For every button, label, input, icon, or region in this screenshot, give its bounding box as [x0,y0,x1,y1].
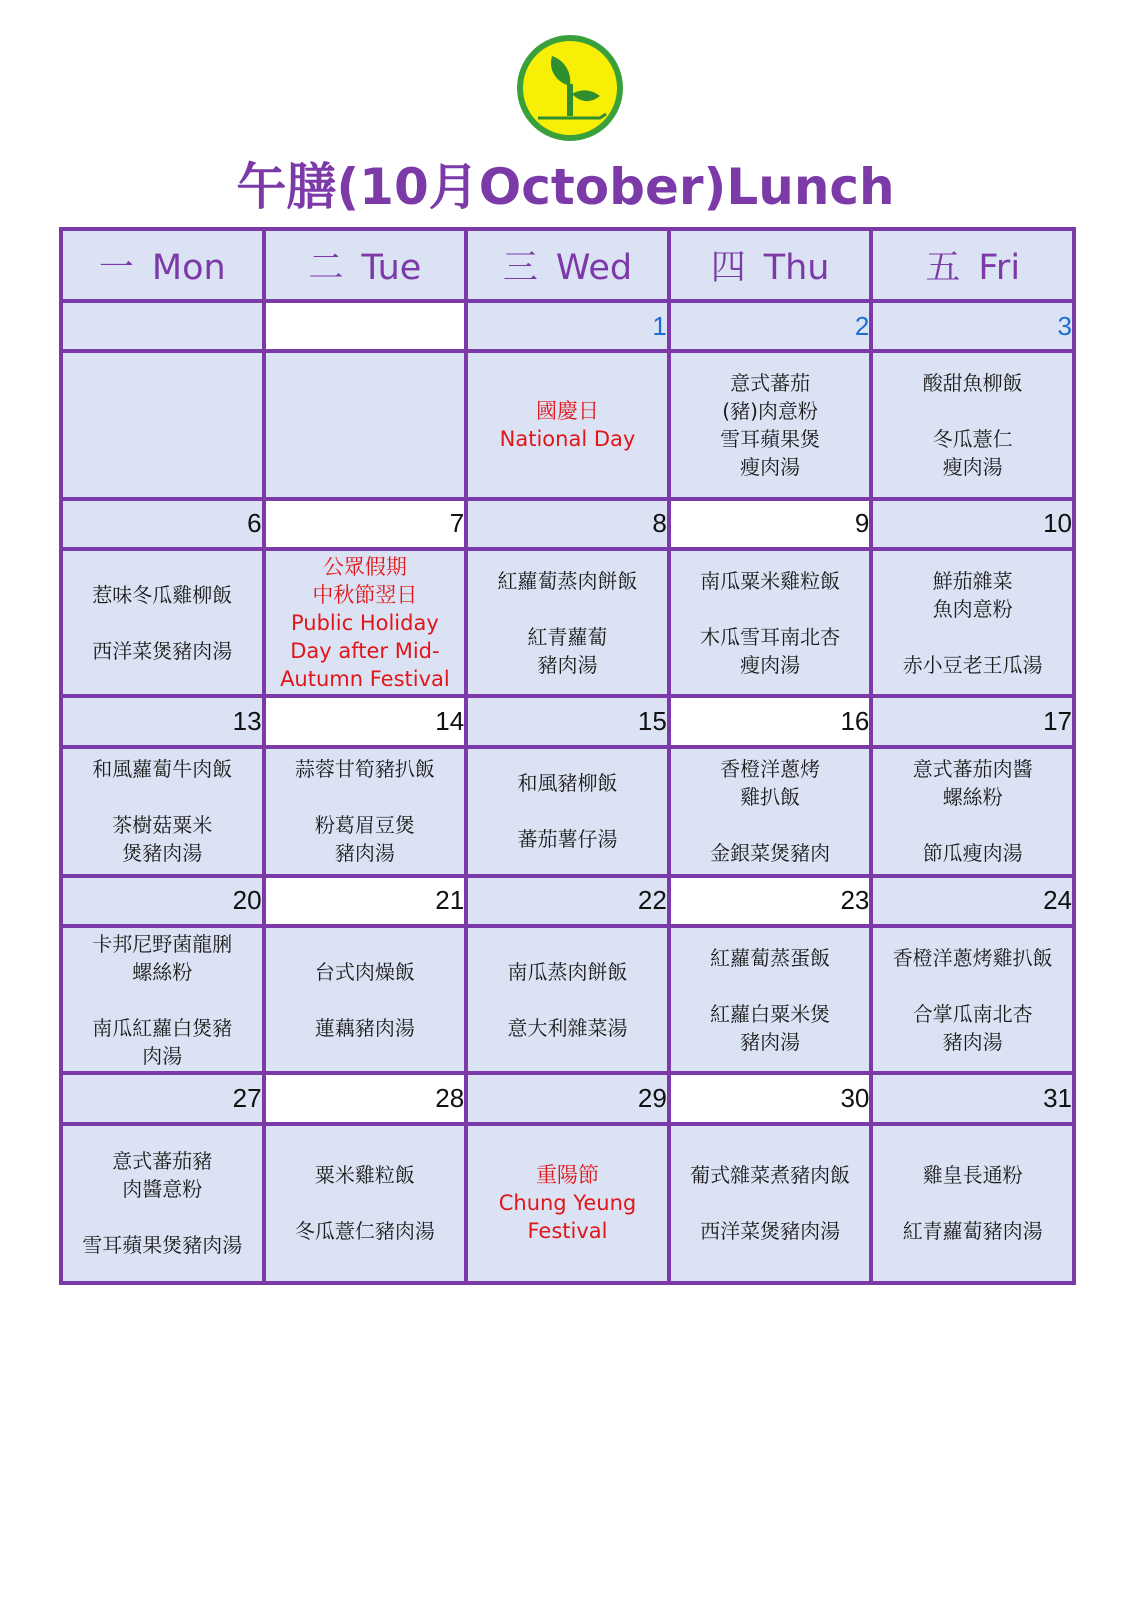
line-gap [63,1203,262,1231]
date-cell: 27 [61,1073,264,1123]
line-gap [671,595,870,623]
weekday-header-row [61,229,1074,301]
menu-item: 西洋菜煲豬肉湯 [92,638,233,663]
meal-cell [61,351,264,498]
meal-cell [61,1124,264,1283]
menu-item: 豬肉湯 [942,1029,1003,1054]
menu-item: 雞扒飯 [740,785,801,810]
header-mon: 一 Mon [61,229,264,301]
menu-item: 豬肉湯 [740,1029,801,1054]
menu-item: 豬肉湯 [334,841,395,866]
meal-cell [466,926,669,1073]
menu-item: 酸甜魚柳飯 [922,371,1023,395]
menu-item: 瘦肉湯 [740,652,801,677]
menu-item: 蒜蓉甘筍豬扒飯 [294,757,435,782]
line-gap [873,623,1072,651]
holiday-cell [466,1124,669,1283]
menu-item: 煲豬肉湯 [122,841,203,866]
line-gap [873,811,1072,839]
holiday-label: 重陽節 [535,1163,599,1188]
menu-item: 瘦肉湯 [740,455,801,479]
meal-cell [871,549,1074,696]
date-row [61,1073,1074,1123]
line-gap [63,986,262,1014]
meal-cell [669,1124,872,1283]
line-gap [873,972,1072,1000]
meal-cell [264,351,467,498]
menu-item: 意大利雜菜湯 [507,1015,628,1040]
menu-item: 雪耳蘋果煲豬肉湯 [82,1233,243,1258]
menu-item: 紅蘿蔔蒸蛋飯 [710,945,831,970]
menu-item: 螺絲粉 [132,959,193,984]
menu-item: 雞皇長通粉 [922,1163,1023,1188]
menu-item: 和風蘿蔔牛肉飯 [92,757,233,782]
meal-cell [466,549,669,696]
meal-cell [871,351,1074,498]
date-cell: 13 [61,696,264,746]
menu-item: 蓮藕豬肉湯 [314,1015,415,1040]
date-cell: 6 [61,499,264,549]
menu-item: 西洋菜煲豬肉湯 [700,1219,841,1244]
menu-item: 雪耳蘋果煲 [720,427,821,451]
meal-cell [669,747,872,876]
date-row [61,876,1074,926]
menu-item: 節瓜瘦肉湯 [922,841,1023,866]
holiday-label: Chung Yeung [498,1191,637,1216]
date-cell: 8 [466,499,669,549]
date-cell: 20 [61,876,264,926]
date-cell: 10 [871,499,1074,549]
date-cell [61,301,264,351]
menu-item: 台式肉燥飯 [314,959,415,984]
date-cell: 28 [264,1073,467,1123]
menu-item: 紅青蘿蔔豬肉湯 [902,1219,1043,1244]
line-gap [266,783,465,811]
line-gap [671,1189,870,1217]
menu-item: (豬)肉意粉 [722,399,818,423]
meal-cell [264,747,467,876]
meal-cell [264,1124,467,1283]
line-gap [266,986,465,1014]
line-gap [873,1189,1072,1217]
date-cell: 31 [871,1073,1074,1123]
line-gap [266,1189,465,1217]
menu-item: 香橙洋蔥烤 [720,757,821,782]
menu-item: 香橙洋蔥烤雞扒飯 [892,945,1053,970]
meal-cell [669,549,872,696]
menu-item: 紅蘿蔔蒸肉餅飯 [497,568,638,593]
date-cell: 29 [466,1073,669,1123]
line-gap [63,783,262,811]
line-gap [671,972,870,1000]
holiday-label: Public Holiday [291,610,439,635]
menu-item: 意式蕃茄豬 [112,1149,213,1174]
holiday-label: 國慶日 [535,399,599,423]
date-cell: 2 [669,301,872,351]
menu-item: 南瓜紅蘿白煲豬 [92,1015,233,1040]
line-gap [671,811,870,839]
meal-row [61,747,1074,876]
page-title: 午膳(10月October)Lunch [236,158,895,216]
date-row [61,301,1074,351]
meal-row [61,351,1074,498]
meal-cell [61,747,264,876]
date-cell: 9 [669,499,872,549]
header-tue: 二 Tue [264,229,467,301]
holiday-cell [466,351,669,498]
date-cell: 21 [264,876,467,926]
menu-item: 肉醬意粉 [122,1177,203,1202]
date-cell: 30 [669,1073,872,1123]
line-gap [873,397,1072,425]
holiday-cell [264,549,467,696]
menu-item: 南瓜粟米雞粒飯 [700,568,841,593]
meal-cell [871,747,1074,876]
menu-item: 茶樹菇粟米 [112,813,213,838]
meal-cell [466,747,669,876]
date-cell: 14 [264,696,467,746]
meal-row [61,1124,1074,1283]
date-cell: 17 [871,696,1074,746]
date-cell: 3 [871,301,1074,351]
menu-item: 冬瓜薏仁豬肉湯 [294,1219,435,1244]
lunch-calendar [59,227,1076,1285]
holiday-label: Festival [527,1219,608,1244]
sprout-logo-icon [516,34,624,142]
menu-item: 豬肉湯 [537,652,598,677]
date-cell: 24 [871,876,1074,926]
menu-item: 赤小豆老王瓜湯 [902,652,1043,677]
menu-item: 瘦肉湯 [942,455,1003,479]
date-cell: 7 [264,499,467,549]
holiday-label: Day after Mid- [290,638,440,663]
line-gap [468,797,667,825]
meal-cell [871,926,1074,1073]
meal-cell [669,926,872,1073]
holiday-label: 中秋節翌日 [312,582,418,607]
date-cell: 1 [466,301,669,351]
line-gap [468,595,667,623]
header-fri: 五 Fri [871,229,1074,301]
date-cell: 15 [466,696,669,746]
menu-item: 肉湯 [142,1043,183,1068]
menu-item: 葡式雜菜煮豬肉飯 [690,1163,851,1188]
menu-item: 粟米雞粒飯 [314,1163,415,1188]
date-cell: 16 [669,696,872,746]
menu-item: 粉葛眉豆煲 [314,813,415,838]
date-cell [264,301,467,351]
menu-item: 惹味冬瓜雞柳飯 [92,582,233,607]
menu-item: 和風豬柳飯 [517,771,618,796]
menu-item: 鮮茄雜菜 [932,568,1013,593]
menu-item: 蕃茄薯仔湯 [517,827,618,852]
menu-item: 南瓜蒸肉餅飯 [507,959,628,984]
meal-cell [669,351,872,498]
header-wed: 三 Wed [466,229,669,301]
meal-cell [61,549,264,696]
line-gap [468,986,667,1014]
holiday-label: National Day [499,427,636,451]
menu-item: 木瓜雪耳南北杏 [700,624,841,649]
meal-cell [871,1124,1074,1283]
menu-item: 意式蕃茄肉醬 [912,757,1033,782]
meal-row [61,549,1074,696]
meal-cell [61,926,264,1073]
menu-item: 合掌瓜南北杏 [912,1001,1033,1026]
date-cell: 23 [669,876,872,926]
menu-item: 魚肉意粉 [932,596,1013,621]
date-cell: 22 [466,876,669,926]
holiday-label: 公眾假期 [322,554,407,579]
menu-item: 卡邦尼野菌龍脷 [92,931,233,956]
header-thu: 四 Thu [669,229,872,301]
date-row [61,499,1074,549]
line-gap [63,609,262,637]
meal-cell [264,926,467,1073]
menu-item: 紅青蘿蔔 [527,624,608,649]
menu-item: 紅蘿白粟米煲 [710,1001,831,1026]
menu-item: 意式蕃茄 [730,371,811,395]
menu-item: 冬瓜薏仁 [932,427,1013,451]
menu-item: 金銀菜煲豬肉 [710,841,831,866]
meal-row [61,926,1074,1073]
holiday-label: Autumn Festival [280,666,450,691]
date-row [61,696,1074,746]
menu-item: 螺絲粉 [942,785,1003,810]
